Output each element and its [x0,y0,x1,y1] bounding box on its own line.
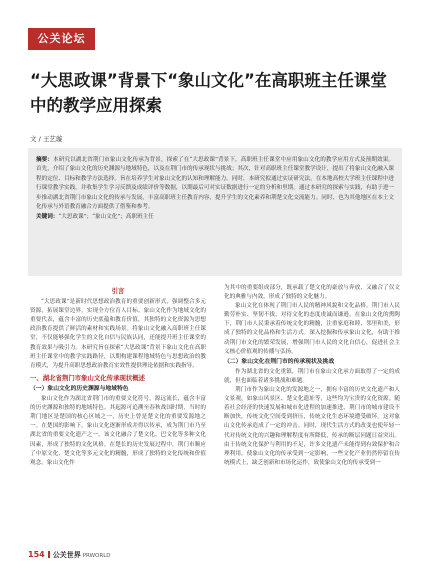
keywords-label: 关键词： [36,214,59,221]
body-column-left [30,284,206,468]
continued-paragraph-3: 作为湖北省的文化重镇，荆门市在象山文化承方面取得了一定的成就，但也面临着诸多挑战和难题。 [224,368,400,384]
body-column-right [224,284,400,468]
continued-paragraph-4: 荆门市作为象山文化的发源地之一，拥有丰富的历史文化遗产和人文景观，如象山风景区、楚文化遗址等，这些均为宝贵的文化资源。随着社会经济的快速发展和城市化进程的加速推进，荆门市的城市建设不断加快，传统文化空间受到挤压，传统文化生态环境遭受破坏。这对象山文化传承造成了一定的冲击。同时，现代生活方式的改变也使年轻一代对传统文化的兴趣和理解程度有所降低，传承的断层问题日益突出。由于传统文化保护与利用的不足，许多文化遗产未能得到有效保护和合理利用，使象山文化的传承受到一定影响，一些文化产业仍然停留在传统模式上，缺乏创新和市场化运作，致使象山文化的传承受到一 [224,387,400,466]
column-tag: 公关论坛 [28,28,95,50]
continued-paragraph-1: 为其中的重要组成部分，既承载了楚文化的豪放与奔放，又融合了仅文化的典雅与内敛，形成了独特的文化魅力。 [224,285,400,301]
page-footer [28,550,111,560]
magazine-name: 公关世界 [52,551,81,559]
abstract-label: 摘要： [36,157,54,163]
section1-paragraph-1: 象山文化作为湖北省荆门市的重要文化符号，源远流长，蕴含丰富的历史渊源和独特的地域特色。其起源可追溯至春秋战国时期，当时的荆门地区是楚国的核心区域之一，历史上曾是楚文化的重要发源地之一。在楚国的影响下，象山文化逐渐形成并得以传承，成为荆门市乃至湖北省的重要文化遗产之一。该文化融合了楚文化、巴文化等多种文化因素，形成了独特的文化风格。在楚长的历史发展过程中，荆门市顺应了中原文化、楚文化等多元文化的精髓，形成了独特的文化传统和价值观念。象山文化作 [30,396,206,466]
article-title: “大思政课”背景下“象山文化”在高职班主任课堂中的教学应用探索 [30,71,387,115]
keywords-line [36,213,394,222]
intro-heading: 引言 [111,287,125,295]
section1-subheading-1: （一）象山文化的历史渊源与地域特色 [30,385,129,392]
section1-heading: 一、湖北省荆门市象山文化传承现状概述 [30,373,146,382]
intro-paragraph: “大思政课”是新时代思想政治教育的重要创新形式，强调整合多元资源，拓展课堂边界，实现全方位育人目标。象山文化作为地域文化的重要代表，蕴含丰富的历史底蕴和教育价值，其独特的文化资源为思想政治教育提供了鲜活的素材和实践场景。将象山文化融入高职班主任课堂，不仅能够强化学生的文化自信与民族认同，还能提升班主任课堂的教育效果与吸引力。本研究旨在探索“大思政课”背景下象山文化在高职班主任课堂中的教学实践路径，以期构建课程地域特色与思想政治的教育模式，为提升高职思想政治教育实效性提供理论依据和实践指导。 [30,299,206,369]
section1-subheading-2: （二）象山文化在荆门市的传承现状及挑战 [224,358,335,365]
footer-separator [48,551,50,558]
abstract-text: 本研究以湖北省荆门市象山文化传承为背景，探索了在“大思政课”背景下，高职班主任课堂中应用象山文化的教学应用方式及预期效果。首先，介绍了象山文化的历史渊源与地域特色，以及在荆门市的传承现状与挑战；其次，针对高职班主任课堂教学设计，提出了将象山文化融入课程的定位、目标和教学方法选择。旨在培养学生对象山文化的认知和理解能力。同时，本研究拟通过实证研究法，在本地高校大学班主任课程中进行课堂教学实践，并收集学生学习反馈及成绩评价等数据，以期最后可对实证数据进行一定的分析和里期。通过本研究的探索与实践，有助于进一步推动湖北省荆门市象山文化的传承与发展，丰富高职班主任教育内容，提升学生的文化素养和荆楚文化交流能力。同时，也为其他地区在本土文化传承与外语教育融合方面提供了借鉴和参考。 [36,157,395,211]
continued-paragraph-2: 象山文化在体现了荆门市人民的精神风貌和文化品格。荆门市人民勤劳朴实、坚韧不拔，对待文化的态度虔诚而谦逊。在象山文化的熏陶下，荆门市人民秉承着传统文化的精髓，注重家庭和睦、邻里和美，形成了独特的文化品格和生活方式。深入挖掘和传承象山文化，有助于推动荆门市文化的繁荣发展，增强荆门市人民的文化自信心，促进社会主义核心价值观的传播与弘扬。 [224,303,400,355]
keywords-text: “大思政课”；“象山文化”；高职班主任 [58,214,154,221]
author-line: 文 / 王艺璇 [30,135,63,143]
magazine-name-en: PRWORLD [82,553,111,559]
abstract-box [28,148,402,276]
page-number: 154 [28,550,45,559]
